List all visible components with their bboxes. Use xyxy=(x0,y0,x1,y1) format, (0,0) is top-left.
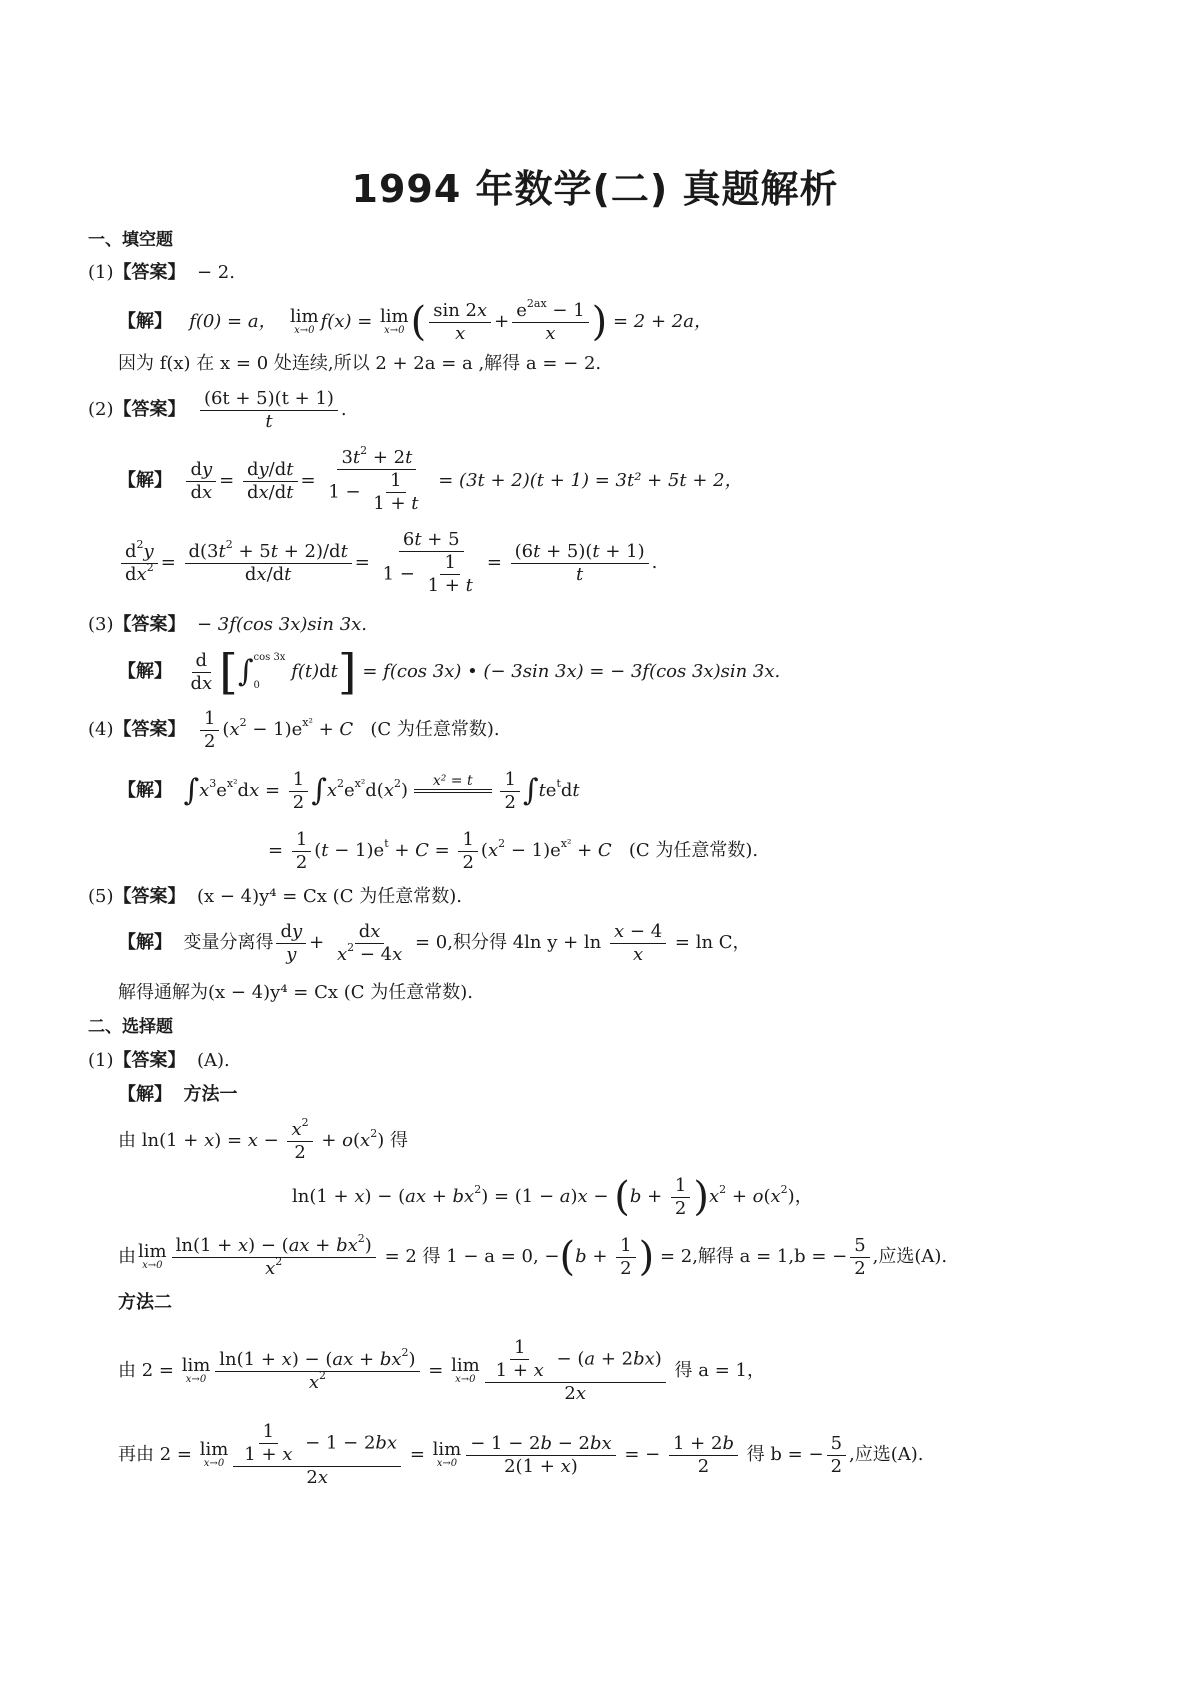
s2q1-answer: (A). xyxy=(196,1050,230,1071)
s2q1-get-a: 得 a = 1， xyxy=(674,1360,765,1381)
q4-note-2: (C 为任意常数). xyxy=(628,840,759,861)
q5-answer: (x − 4)y⁴ = Cx (C 为任意常数). xyxy=(196,886,462,907)
q4-number: (4) xyxy=(88,719,114,740)
answer-label: 【答案】 xyxy=(113,1050,186,1071)
method1-label: 方法一 xyxy=(183,1084,238,1105)
s2q1-number: (1) xyxy=(88,1050,114,1071)
s2q1-result: = 2,解得 a = 1,b = − xyxy=(659,1246,848,1267)
q1-number: (1) xyxy=(88,262,114,283)
solution-label: 【解】 xyxy=(118,311,172,332)
q5-sol-tail: = ln C， xyxy=(674,932,751,953)
s2q1-method2-line2: 再由 2 = lim x→0 $\frac{1}{1 + x}$ − 1 − 2bx 2x = lim x→0 $\frac{- 1 - 2b - 2bx}{2(1 + x)}$ = − $\frac{1 + 2b}{2}$ 得 b = − $\frac{5}{2}$ ,应选(A). xyxy=(118,1421,924,1488)
solution-label: 【解】 xyxy=(118,780,172,801)
answer-label: 【答案】 xyxy=(113,262,186,283)
section-heading-fill-blank: 一、填空题 xyxy=(88,230,173,250)
s2q1-cond: = 2 得 1 − a = 0, − xyxy=(384,1246,560,1267)
q2-answer-line: (2)【答案】 $\frac{(6t + 5)(t + 1)}{t}$ . xyxy=(88,387,347,432)
answer-label: 【答案】 xyxy=(113,719,186,740)
q2-answer-denominator: t xyxy=(265,410,273,432)
q3-answer: − 3f(cos 3x)sin 3x. xyxy=(196,614,368,635)
q2-solution-line2: $\frac{d^2y}{dx^2}$ = $\frac{d(3t^2 + 5t + 2)/dt}{dx/dt}$ = 6t + 5 1 − $\frac{1}{1 + t}$ = $\frac{(6t + 5)(t + 1)}{t}$ . xyxy=(118,528,657,598)
q5-answer-line xyxy=(88,886,462,908)
q1-answer-line xyxy=(88,262,235,284)
q3-sol-tail: = f(cos 3x) • (− 3sin 3x) = − 3f(cos 3x)sin 3x. xyxy=(362,661,781,682)
s2q1-method1-line xyxy=(118,1084,237,1106)
page-title: 1994 年数学(二) 真题解析 xyxy=(351,167,839,211)
solution-label: 【解】 xyxy=(118,1084,172,1105)
s2q1-get-b: 得 b = − xyxy=(746,1444,824,1465)
q4-solution-line1: 【解】 $\int x^3e^{x^2}dx$ = $\frac{1}{2}$ $\int x^2e^{x^2}d(x^2)$ x² = t $\frac{1}{2}$ $\int te^tdt$ xyxy=(118,768,580,813)
q2-answer-numerator: (6t + 5)(t + 1) xyxy=(200,389,338,411)
answer-label: 【答案】 xyxy=(113,886,186,907)
q2-solution-line1: 【解】 $\frac{dy}{dx}$ = $\frac{dy/dt}{dx/dt}$ = $3t^2 + 2t$ 1 − $\frac{1}{1 + t}$ = (3t + 2)(t + 1) = 3t² + 5t + 2， xyxy=(118,444,743,514)
q4-answer-line: (4)【答案】 $\frac{1}{2}$ $(x^2 - 1)e^{x^2} + C$ (C 为任意常数). xyxy=(88,707,500,752)
q5-sol-mid: = 0,积分得 4ln y + ln xyxy=(415,932,602,953)
q4-note: (C 为任意常数). xyxy=(370,719,500,740)
q1-sol-b: = 2 + 2a， xyxy=(613,311,712,332)
q3-answer-line xyxy=(88,614,367,636)
s2q1-pick-2: ,应选(A). xyxy=(849,1444,924,1465)
s2q1-pick: ,应选(A). xyxy=(872,1246,948,1267)
method2-label: 方法二 xyxy=(118,1292,172,1313)
s2q1-limit-line: 由 lim x→0 $\frac{\ln(1 + x) - (ax + bx^2)}{x^2}$ = 2 得 1 − a = 0, −(b + $\frac{1}{2}$ ) = 2,解得 a = 1,b = − $\frac{5}{2}$ ,应选(A). xyxy=(118,1231,948,1280)
q4-solution-line2: = $\frac{1}{2}$ $(t - 1)e^t + C$ = $\frac{1}{2}$ $(x^2 - 1)e^{x^2} + C$ (C 为任意常数). xyxy=(268,828,759,873)
s2q1-method2-line1: 由 2 = lim x→0 $\frac{\ln(1 + x) - (ax + bx^2)}{x^2}$ = lim x→0 $\frac{1}{1 + x}$ − (a + 2bx) 2x 得 a = 1， xyxy=(118,1337,765,1404)
q5-sol-pre: 变量分离得 xyxy=(183,932,274,953)
q1-solution-line: 【解】 f(0) = a， lim x→0 f(x) = lim x→0 ( $\frac{\sin 2x}{x}$ + $\frac{e^{2ax} - 1}{x}$ ) = 2 + 2a， xyxy=(118,296,712,345)
s2q1-de: 得 xyxy=(389,1130,408,1151)
solution-label: 【解】 xyxy=(118,932,172,953)
q5-solution-line: 【解】 变量分离得 $\frac{dy}{y}$ + $\frac{dx}{x^2 - 4x}$ = 0,积分得 4ln y + ln $\frac{x - 4}{x}$ = ln C， xyxy=(118,920,751,965)
s2q1-expansion-line: 由 ln(1 + x) = x − $\frac{x^2}{2}$ + $o(x^2)$ 得 xyxy=(118,1115,408,1163)
answer-label: 【答案】 xyxy=(113,614,186,635)
s2q1-answer-line xyxy=(88,1050,230,1072)
q5-general-solution: 解得通解为(x − 4)y⁴ = Cx (C 为任意常数). xyxy=(118,982,473,1003)
q1-answer: − 2. xyxy=(196,262,235,283)
q5-number: (5) xyxy=(88,886,114,907)
section-heading-multiple-choice: 二、选择题 xyxy=(88,1017,173,1037)
q3-number: (3) xyxy=(88,614,114,635)
q1-continuity-line: 因为 f(x) 在 x = 0 处连续,所以 2 + 2a = a ,解得 a = − 2. xyxy=(118,353,602,374)
s2q1-expansion-formula: $\ln(1 + x) - (ax + bx^2) = (1 - a)x - (b$ + $\frac{1}{2}$ )$x^2 + o(x^2)$， xyxy=(292,1174,813,1220)
q2-sol-tail: = (3t + 2)(t + 1) = 3t² + 5t + 2， xyxy=(438,470,743,491)
solution-label: 【解】 xyxy=(118,661,172,682)
q3-solution-line: 【解】 $\frac{d}{dx}$ [∫ cos 3x 0 f(t)dt] = f(cos 3x) • (− 3sin 3x) = − 3f(cos 3x)sin 3x. xyxy=(118,644,781,700)
solution-label: 【解】 xyxy=(118,470,172,491)
answer-label: 【答案】 xyxy=(113,399,186,420)
q2-number: (2) xyxy=(88,399,114,420)
q1-sol-a: f(0) = a， xyxy=(189,311,277,332)
